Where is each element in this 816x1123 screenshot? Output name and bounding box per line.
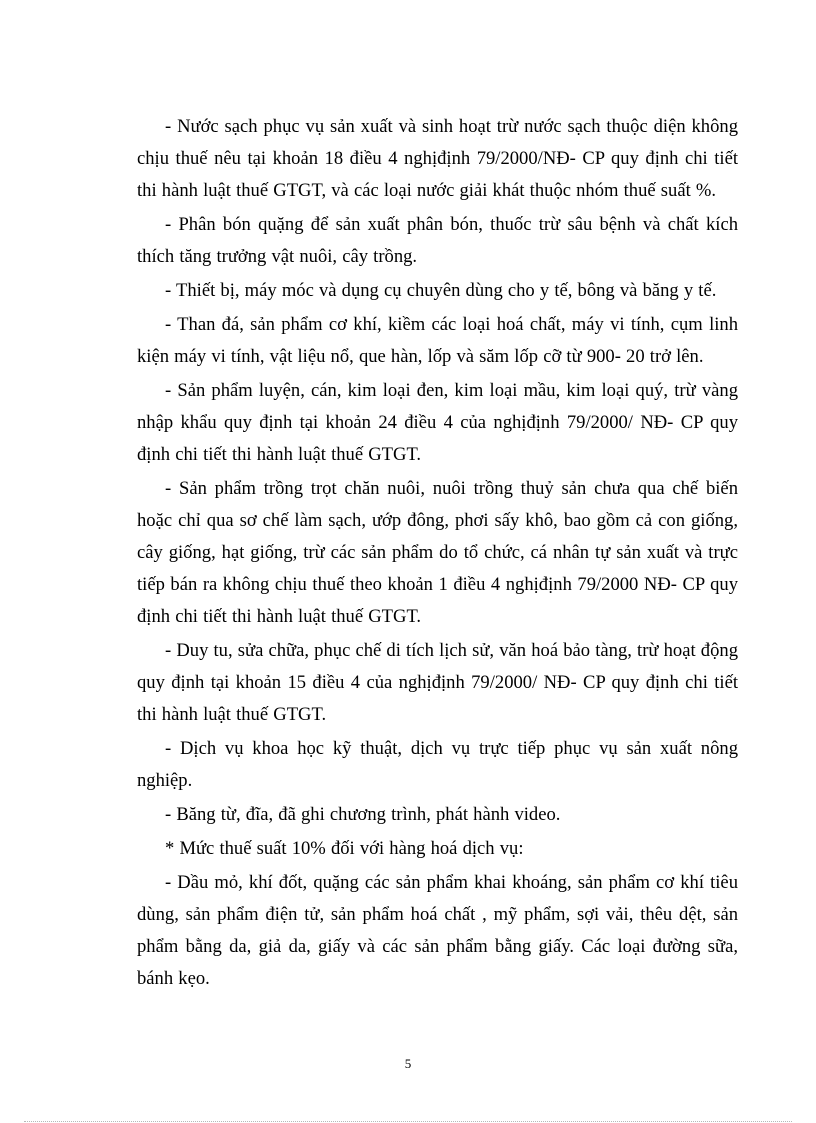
paragraph-heritage-restoration: - Duy tu, sửa chữa, phục chế di tích lịch sử, văn hoá bảo tàng, trừ hoạt động quy định tại khoản 15 điều 4 của nghịđịnh 79/2000/ NĐ- CP quy định chi tiết thi hành luật thuế GTGT. [137,640,738,725]
paragraph-metal-products: - Sản phẩm luyện, cán, kim loại đen, kim loại mầu, kim loại quý, trừ vàng nhập khẩu quy định tại khoản 24 điều 4 của nghịđịnh 79/2000/ NĐ- CP quy định chi tiết thi hành luật thuế GTGT. [137,380,738,465]
paragraph-ten-percent-heading: * Mức thuế suất 10% đối với hàng hoá dịch vụ: [165,838,524,859]
paragraph-oil-gas-goods: - Dầu mỏ, khí đốt, quặng các sản phẩm khai khoáng, sản phẩm cơ khí tiêu dùng, sản phẩm điện tử, sản phẩm hoá chất , mỹ phẩm, sợi vải, thêu dệt, sản phẩm bằng da, giả da, giấy và các sản phẩm bằng giấy. Các loại đường sữa, bánh kẹo. [137,872,738,989]
paragraph-agricultural-products: - Sản phẩm trồng trọt chăn nuôi, nuôi trồng thuỷ sản chưa qua chế biến hoặc chỉ qua sơ chế làm sạch, ướp đông, phơi sấy khô, bao gồm cả con giống, cây giống, hạt giống, trừ các sản phẩm do tổ chức, cá nhân tự sản xuất và trực tiếp bán ra không chịu thuế theo khoản 1 điều 4 nghịđịnh 79/2000 NĐ- CP quy định chi tiết thi hành luật thuế GTGT. [137,478,738,627]
paragraph-coal-machinery: - Than đá, sản phẩm cơ khí, kiềm các loại hoá chất, máy vi tính, cụm linh kiện máy vi tính, vật liệu nổ, que hàn, lốp và săm lốp cỡ từ 900- 20 trở lên. [137,314,738,367]
paragraph-clean-water: - Nước sạch phục vụ sản xuất và sinh hoạt trừ nước sạch thuộc diện không chịu thuế nêu tại khoản 18 điều 4 nghịđịnh 79/2000/NĐ- CP quy định chi tiết thi hành luật thuế GTGT, và các loại nước giải khát thuộc nhóm thuế suất %. [137,116,738,201]
paragraph-fertilizer: - Phân bón quặng để sản xuất phân bón, thuốc trừ sâu bệnh và chất kích thích tăng trưởng vật nuôi, cây trồng. [137,214,738,267]
paragraph-medical-equipment: - Thiết bị, máy móc và dụng cụ chuyên dùng cho y tế, bông và băng y tế. [165,280,717,301]
document-body [137,111,738,997]
paragraph-recorded-media: - Băng từ, đĩa, đã ghi chương trình, phát hành video. [165,804,561,825]
paragraph-technical-services: - Dịch vụ khoa học kỹ thuật, dịch vụ trực tiếp phục vụ sản xuất nông nghiệp. [137,738,738,791]
page-number: 5 [404,1056,412,1071]
footer-divider [24,1121,792,1122]
